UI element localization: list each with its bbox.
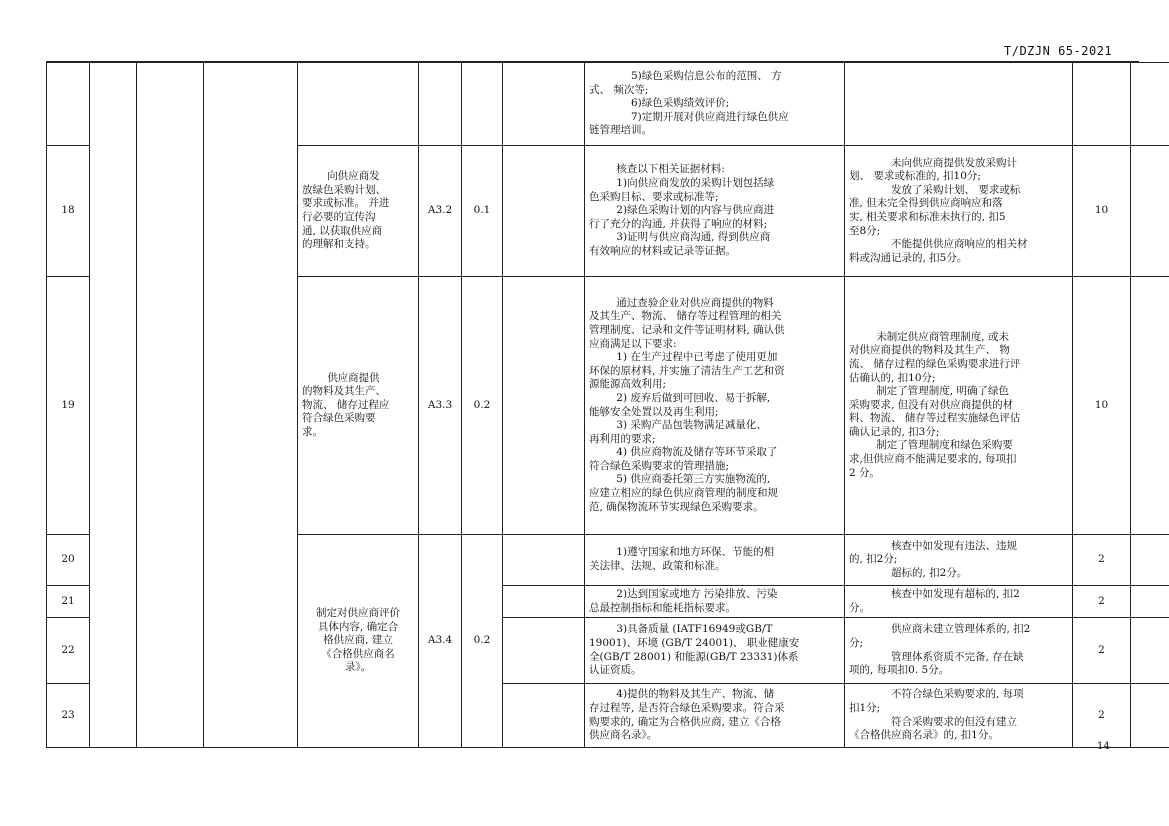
assessment-table — [46, 62, 1169, 748]
empty-cell — [1131, 618, 1169, 684]
requirements-text: 2)达到国家或地方 污染排放、污染 总最控制指标和能耗指标要求。 — [585, 586, 845, 618]
row-number: 22 — [47, 618, 90, 684]
row-number — [47, 63, 90, 146]
item-code — [419, 63, 462, 146]
empty-cell — [1131, 535, 1169, 586]
item-weight: 0.1 — [462, 146, 503, 277]
score-value: 2 — [1073, 535, 1131, 586]
row-number: 20 — [47, 535, 90, 586]
empty-cell — [1131, 63, 1169, 146]
empty-cell — [503, 618, 585, 684]
empty-cell — [1131, 684, 1169, 748]
row-number: 23 — [47, 684, 90, 748]
item-weight — [462, 63, 503, 146]
merged-empty-cell — [204, 63, 298, 748]
merged-empty-cell — [137, 63, 204, 748]
table-row-continuation — [47, 63, 1169, 146]
item-weight: 0.2 — [462, 535, 503, 748]
requirements-text: 3)具备质量 (IATF16949或GB/T 19001)、环境 (GB/T 24001)、 职业健康安 全(GB/T 28001) 和能源(GB/T 23331)体系 认证资质。 — [585, 618, 845, 684]
scoring-criteria: 未制定供应商管理制度, 或未 对供应商提供的物料及其生产、 物 流、 储存过程的绿色采购要求进行评 估确认的, 扣10分; 制定了管理制度, 明确了绿色 采购要求, 但没有对供应商提供的材 料、物流、 储存等过程实施绿色评估 确认记录的, 扣3分; 制定了管理制度和绿色采购要 求,但供应商不能满足要求的, 每项扣 2 分。 — [845, 277, 1073, 535]
evaluation-item: 制定对供应商评价 具体内容, 确定合 格供应商, 建立 《合格供应商名 录》。 — [298, 535, 419, 748]
scoring-criteria: 核查中如发现有违法、违规 的, 扣2分; 超标的, 扣2分。 — [845, 535, 1073, 586]
requirements-text: 1)遵守国家和地方环保、节能的相 关法律、法规、政策和标准。 — [585, 535, 845, 586]
scoring-criteria: 供应商未建立管理体系的, 扣2 分; 管理体系资质不完备, 存在缺 项的, 每项扣0. 5分。 — [845, 618, 1073, 684]
score-value: 10 — [1073, 146, 1131, 277]
score-value: 2 — [1073, 586, 1131, 618]
item-code: A3.4 — [419, 535, 462, 748]
requirements-text: 4)提供的物料及其生产、物流、储 存过程等, 是否符合绿色采购要求。符合采 购要求的, 确定为合格供应商, 建立《合格 供应商名录》。 — [585, 684, 845, 748]
empty-cell — [1131, 586, 1169, 618]
document-code: T/DZJN 65-2021 — [1004, 44, 1113, 58]
scoring-criteria: 核查中如发现有超标的, 扣2 分。 — [845, 586, 1073, 618]
empty-cell — [503, 535, 585, 586]
empty-cell — [503, 146, 585, 277]
score-value: 10 — [1073, 277, 1131, 535]
item-code: A3.2 — [419, 146, 462, 277]
row-number: 21 — [47, 586, 90, 618]
page-number: 14 — [1097, 741, 1110, 752]
scoring-criteria — [845, 63, 1073, 146]
empty-cell — [503, 586, 585, 618]
score-value: 2 — [1073, 618, 1131, 684]
row-number: 18 — [47, 146, 90, 277]
empty-cell — [1131, 146, 1169, 277]
requirements-text: 核查以下相关证据材料: 1)向供应商发放的采购计划包括绿 色采购目标、要求或标准等; 2)绿色采购计划的内容与供应商进 行了充分的沟通, 并获得了响应的材料; 3)证明与供应商沟通, 得到供应商 有效响应的材料或记录等证据。 — [585, 146, 845, 277]
empty-cell — [503, 277, 585, 535]
scoring-criteria: 不符合绿色采购要求的, 每项 扣1分; 符合采购要求的但没有建立 《合格供应商名录》的, 扣1分。 — [845, 684, 1073, 748]
empty-cell — [503, 684, 585, 748]
evaluation-item: 供应商提供 的物料及其生产、 物流、 储存过程应 符合绿色采购要 求。 — [298, 277, 419, 535]
requirements-text: 5)绿色采购信息公布的范围、 方 式、 频次等; 6)绿色采购绩效评价; 7)定期开展对供应商进行绿色供应 链管理培训。 — [585, 63, 845, 146]
item-code: A3.3 — [419, 277, 462, 535]
scoring-criteria: 未向供应商提供发放采购计 划、 要求或标准的, 扣10分; 发放了采购计划、 要求或标 准, 但未完全得到供应商响应和落 实, 相关要求和标准未执行的, 扣5 至8分; 不能提供供应商响应的相关材 料或沟通记录的, 扣5分。 — [845, 146, 1073, 277]
empty-cell — [1131, 277, 1169, 535]
item-weight: 0.2 — [462, 277, 503, 535]
evaluation-item: 向供应商发 放绿色采购计划、 要求或标准。 并进 行必要的宣传沟 通, 以获取供应商 的理解和支持。 — [298, 146, 419, 277]
score-value — [1073, 63, 1131, 146]
merged-empty-cell — [90, 63, 137, 748]
row-number: 19 — [47, 277, 90, 535]
empty-cell — [503, 63, 585, 146]
evaluation-item — [298, 63, 419, 146]
requirements-text: 通过查验企业对供应商提供的物料 及其生产、物流、 储存等过程管理的相关 管理制度、记录和文件等证明材料, 确认供 应商满足以下要求: 1) 在生产过程中已考虑了使用更加 环保的原材料, 并实施了清洁生产工艺和资 源能源高效利用; 2) 废弃后做到可回收、易于拆解, 能够安全处置以及再生利用; 3) 采购产品包装物满足减量化、 再利用的要求; 4) 供应商物流及储存等环节采取了 符合绿色采购要求的管理措施; 5) 供应商委托第三方实施物流的, 应建立相应的绿色供应商管理的制度和规 范, 确保物流环节实现绿色采购要求。 — [585, 277, 845, 535]
score-value: 2 — [1073, 684, 1131, 748]
